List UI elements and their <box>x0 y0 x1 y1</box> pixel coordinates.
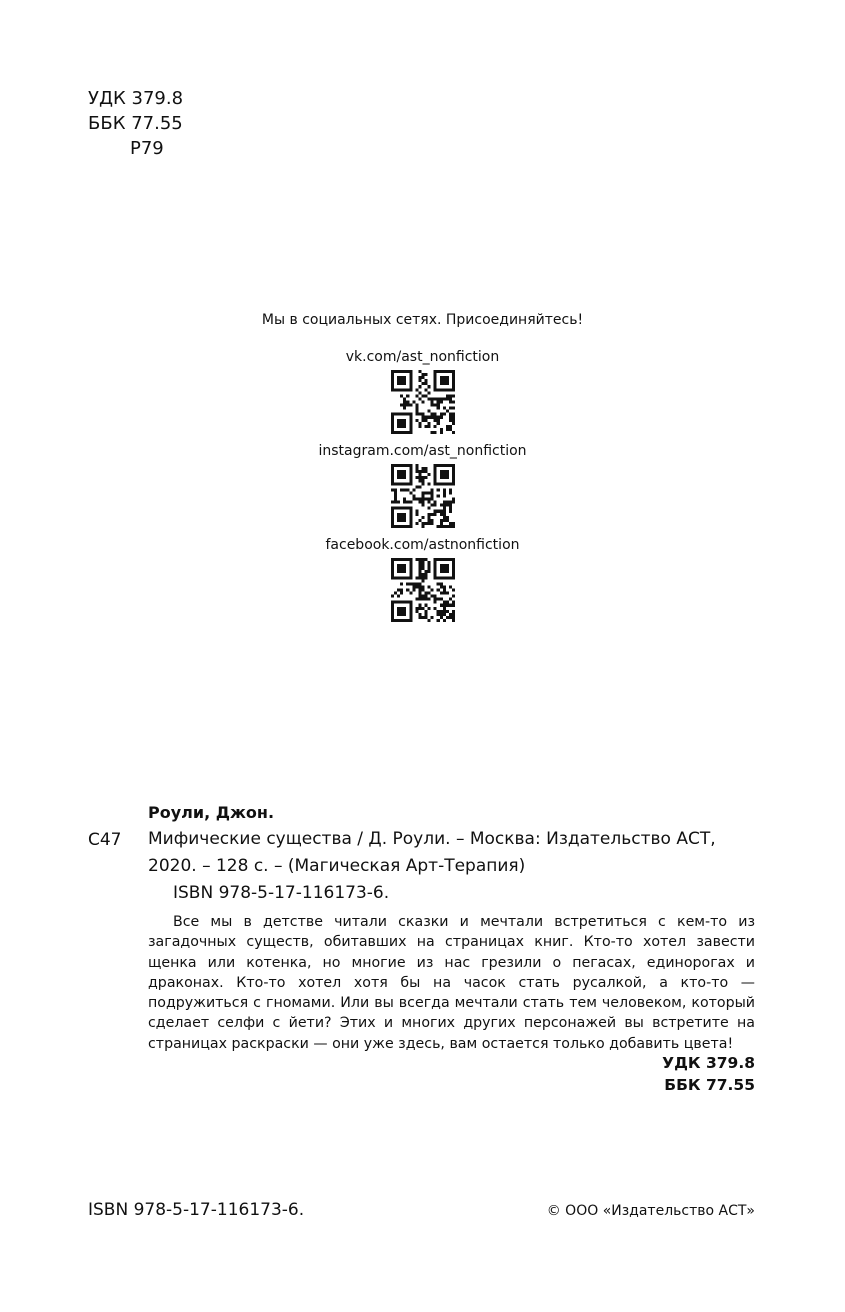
card-code: С47 <box>88 830 122 850</box>
udk-code: УДК 379.8 <box>88 88 184 109</box>
qr-code-icon <box>391 370 455 434</box>
facebook-link[interactable]: facebook.com/astnonfiction <box>325 537 520 553</box>
vk-link[interactable]: vk.com/ast_nonfiction <box>345 349 500 365</box>
title-line: 2020. – 128 с. – (Магическая Арт-Терапия) <box>148 856 526 876</box>
instagram-link[interactable]: instagram.com/ast_nonfiction <box>318 443 527 459</box>
annotation: Все мы в детстве читали сказки и мечтали встретиться с кем-то из загадочных существ, обитавших на страницах книг. Кто-то хотел завести щенка или котенка, но многие из нас грезили о пегасах, единорогах и драконах. Кто-то хотел хотя бы на часок стать русалкой, а кто-то — подружиться с гномами. Или вы всегда мечтали стать тем человеком, который сделает селфи с йети? Этих и многих других персонажей вы встретите на страницах раскраски — они уже здесь, вам остается только добавить цвета! <box>148 914 755 1052</box>
qr-code-icon <box>391 464 455 528</box>
qr-code-icon <box>391 558 455 622</box>
copyright: © ООО «Издательство АСТ» <box>546 1203 755 1219</box>
bbk-code: ББК 77.55 <box>88 113 183 134</box>
card-bbk: ББК 77.55 <box>664 1076 755 1094</box>
card-isbn: ISBN 978-5-17-116173-6. <box>173 883 390 903</box>
author-code: Р79 <box>130 138 164 159</box>
title-line: Мифические существа / Д. Роули. – Москва: Издательство АСТ, <box>148 829 716 849</box>
social-section <box>0 309 845 628</box>
classification-block <box>88 86 183 161</box>
card-udk: УДК 379.8 <box>662 1054 755 1072</box>
card-classification <box>560 1052 755 1096</box>
social-heading: Мы в социальных сетях. Присоединяйтесь! <box>261 312 584 328</box>
book-title <box>148 826 756 880</box>
footer-isbn: ISBN 978-5-17-116173-6. <box>88 1200 305 1220</box>
author-name: Роули, Джон. <box>148 803 275 822</box>
